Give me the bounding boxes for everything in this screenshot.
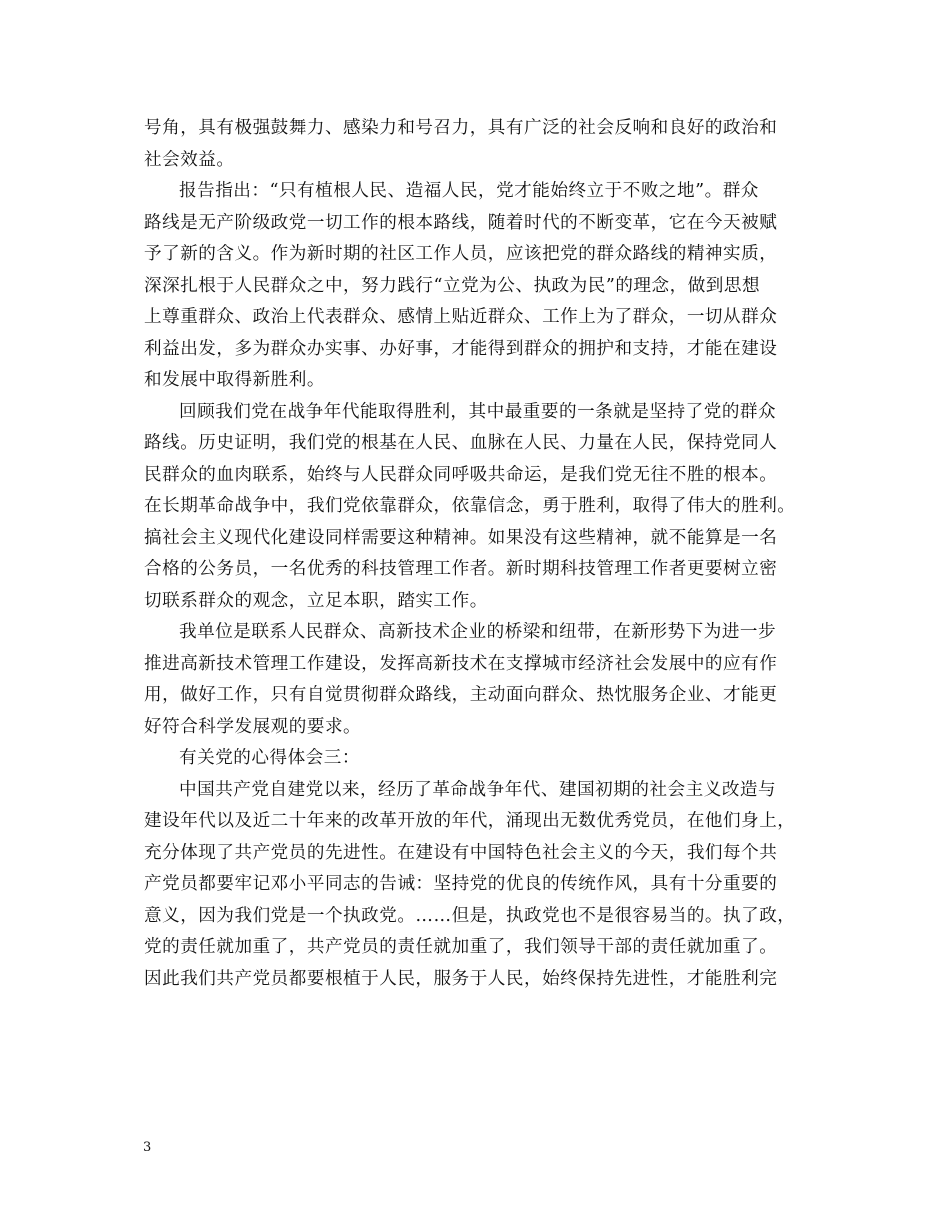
text-line: 在长期革命战争中，我们党依靠群众，依靠信念，勇于胜利，取得了伟大的胜利。: [144, 496, 796, 516]
text-line: 有关党的心得体会三：: [179, 748, 360, 768]
paragraph-5: [144, 775, 816, 996]
text-line: 充分体现了共产党员的先进性。在建设有中国特色社会主义的今天，我们每个共: [144, 842, 778, 863]
text-line: 回顾我们党在战争年代能取得胜利，其中最重要的一条就是坚持了党的群众: [179, 401, 777, 422]
text-line: 推进高新技术管理工作建设，发挥高新技术在支撑城市经济社会发展中的应有作: [144, 653, 778, 674]
text-line: 利益出发，多为群众办实事、办好事，才能得到群众的拥护和支持，才能在建设: [144, 338, 778, 359]
page-number: 3: [143, 1140, 152, 1155]
text-line: 路线。历史证明，我们党的根基在人民、血脉在人民、力量在人民，保持党同人: [144, 433, 778, 453]
paragraph-2: [144, 176, 816, 397]
text-line: 社会效益。: [144, 149, 235, 170]
text-line: 党的责任就加重了，共产党员的责任就加重了，我们领导干部的责任就加重了。: [144, 937, 778, 957]
text-line: 建设年代以及近二十年来的改革开放的年代，涌现出无数优秀党员，在他们身上，: [144, 811, 796, 831]
text-line: 意义，因为我们党是一个执政党。……但是，执政党也不是很容易当的。执了政，: [144, 905, 796, 926]
text-line: 路线是无产阶级政党一切工作的根本路线，随着时代的不断变革，它在今天被赋: [144, 212, 778, 233]
text-line: 上尊重群众、政治上代表群众、感情上贴近群众、工作上为了群众，一切从群众: [144, 307, 778, 327]
paragraph-3: [144, 397, 816, 618]
text-line: 号角，具有极强鼓舞力、感染力和号召力，具有广泛的社会反响和良好的政治和: [144, 118, 778, 138]
text-line: 好符合科学发展观的要求。: [144, 716, 362, 737]
text-line: 搞社会主义现代化建设同样需要这种精神。如果没有这些精神，就不能算是一名: [144, 527, 778, 548]
paragraph-1: [144, 113, 816, 176]
text-line: 产党员都要牢记邓小平同志的告诫：坚持党的优良的传统作风，具有十分重要的: [144, 874, 778, 894]
text-line: 深深扎根于人民群众之中，努力践行“立党为公、执政为民”的理念，做到思想: [144, 275, 761, 296]
text-line: 合格的公务员，一名优秀的科技管理工作者。新时期科技管理工作者更要树立密: [144, 559, 778, 579]
text-line: 和发展中取得新胜利。: [144, 370, 325, 390]
paragraph-4: [144, 617, 816, 743]
text-line: 因此我们共产党员都要根植于人民，服务于人民，始终保持先进性，才能胜利完: [144, 968, 778, 989]
text-line: 民群众的血肉联系，始终与人民群众同呼吸共命运，是我们党无往不胜的根本。: [144, 464, 778, 485]
text-line: 我单位是联系人民群众、高新技术企业的桥梁和纽带，在新形势下为进一步: [179, 622, 777, 642]
text-line: 用，做好工作，只有自觉贯彻群众路线，主动面向群众、热忱服务企业、才能更: [144, 685, 778, 705]
text-line: 中国共产党自建党以来，经历了革命战争年代、建国初期的社会主义改造与: [179, 779, 777, 800]
section-heading: [144, 743, 816, 775]
text-line: 报告指出：“只有植根人民、造福人民，党才能始终立于不败之地”。群众: [179, 181, 759, 201]
body-text: [144, 113, 816, 995]
text-line: 切联系群众的观念，立足本职，踏实工作。: [144, 590, 488, 611]
text-line: 予了新的含义。作为新时期的社区工作人员，应该把党的群众路线的精神实质，: [144, 244, 778, 264]
